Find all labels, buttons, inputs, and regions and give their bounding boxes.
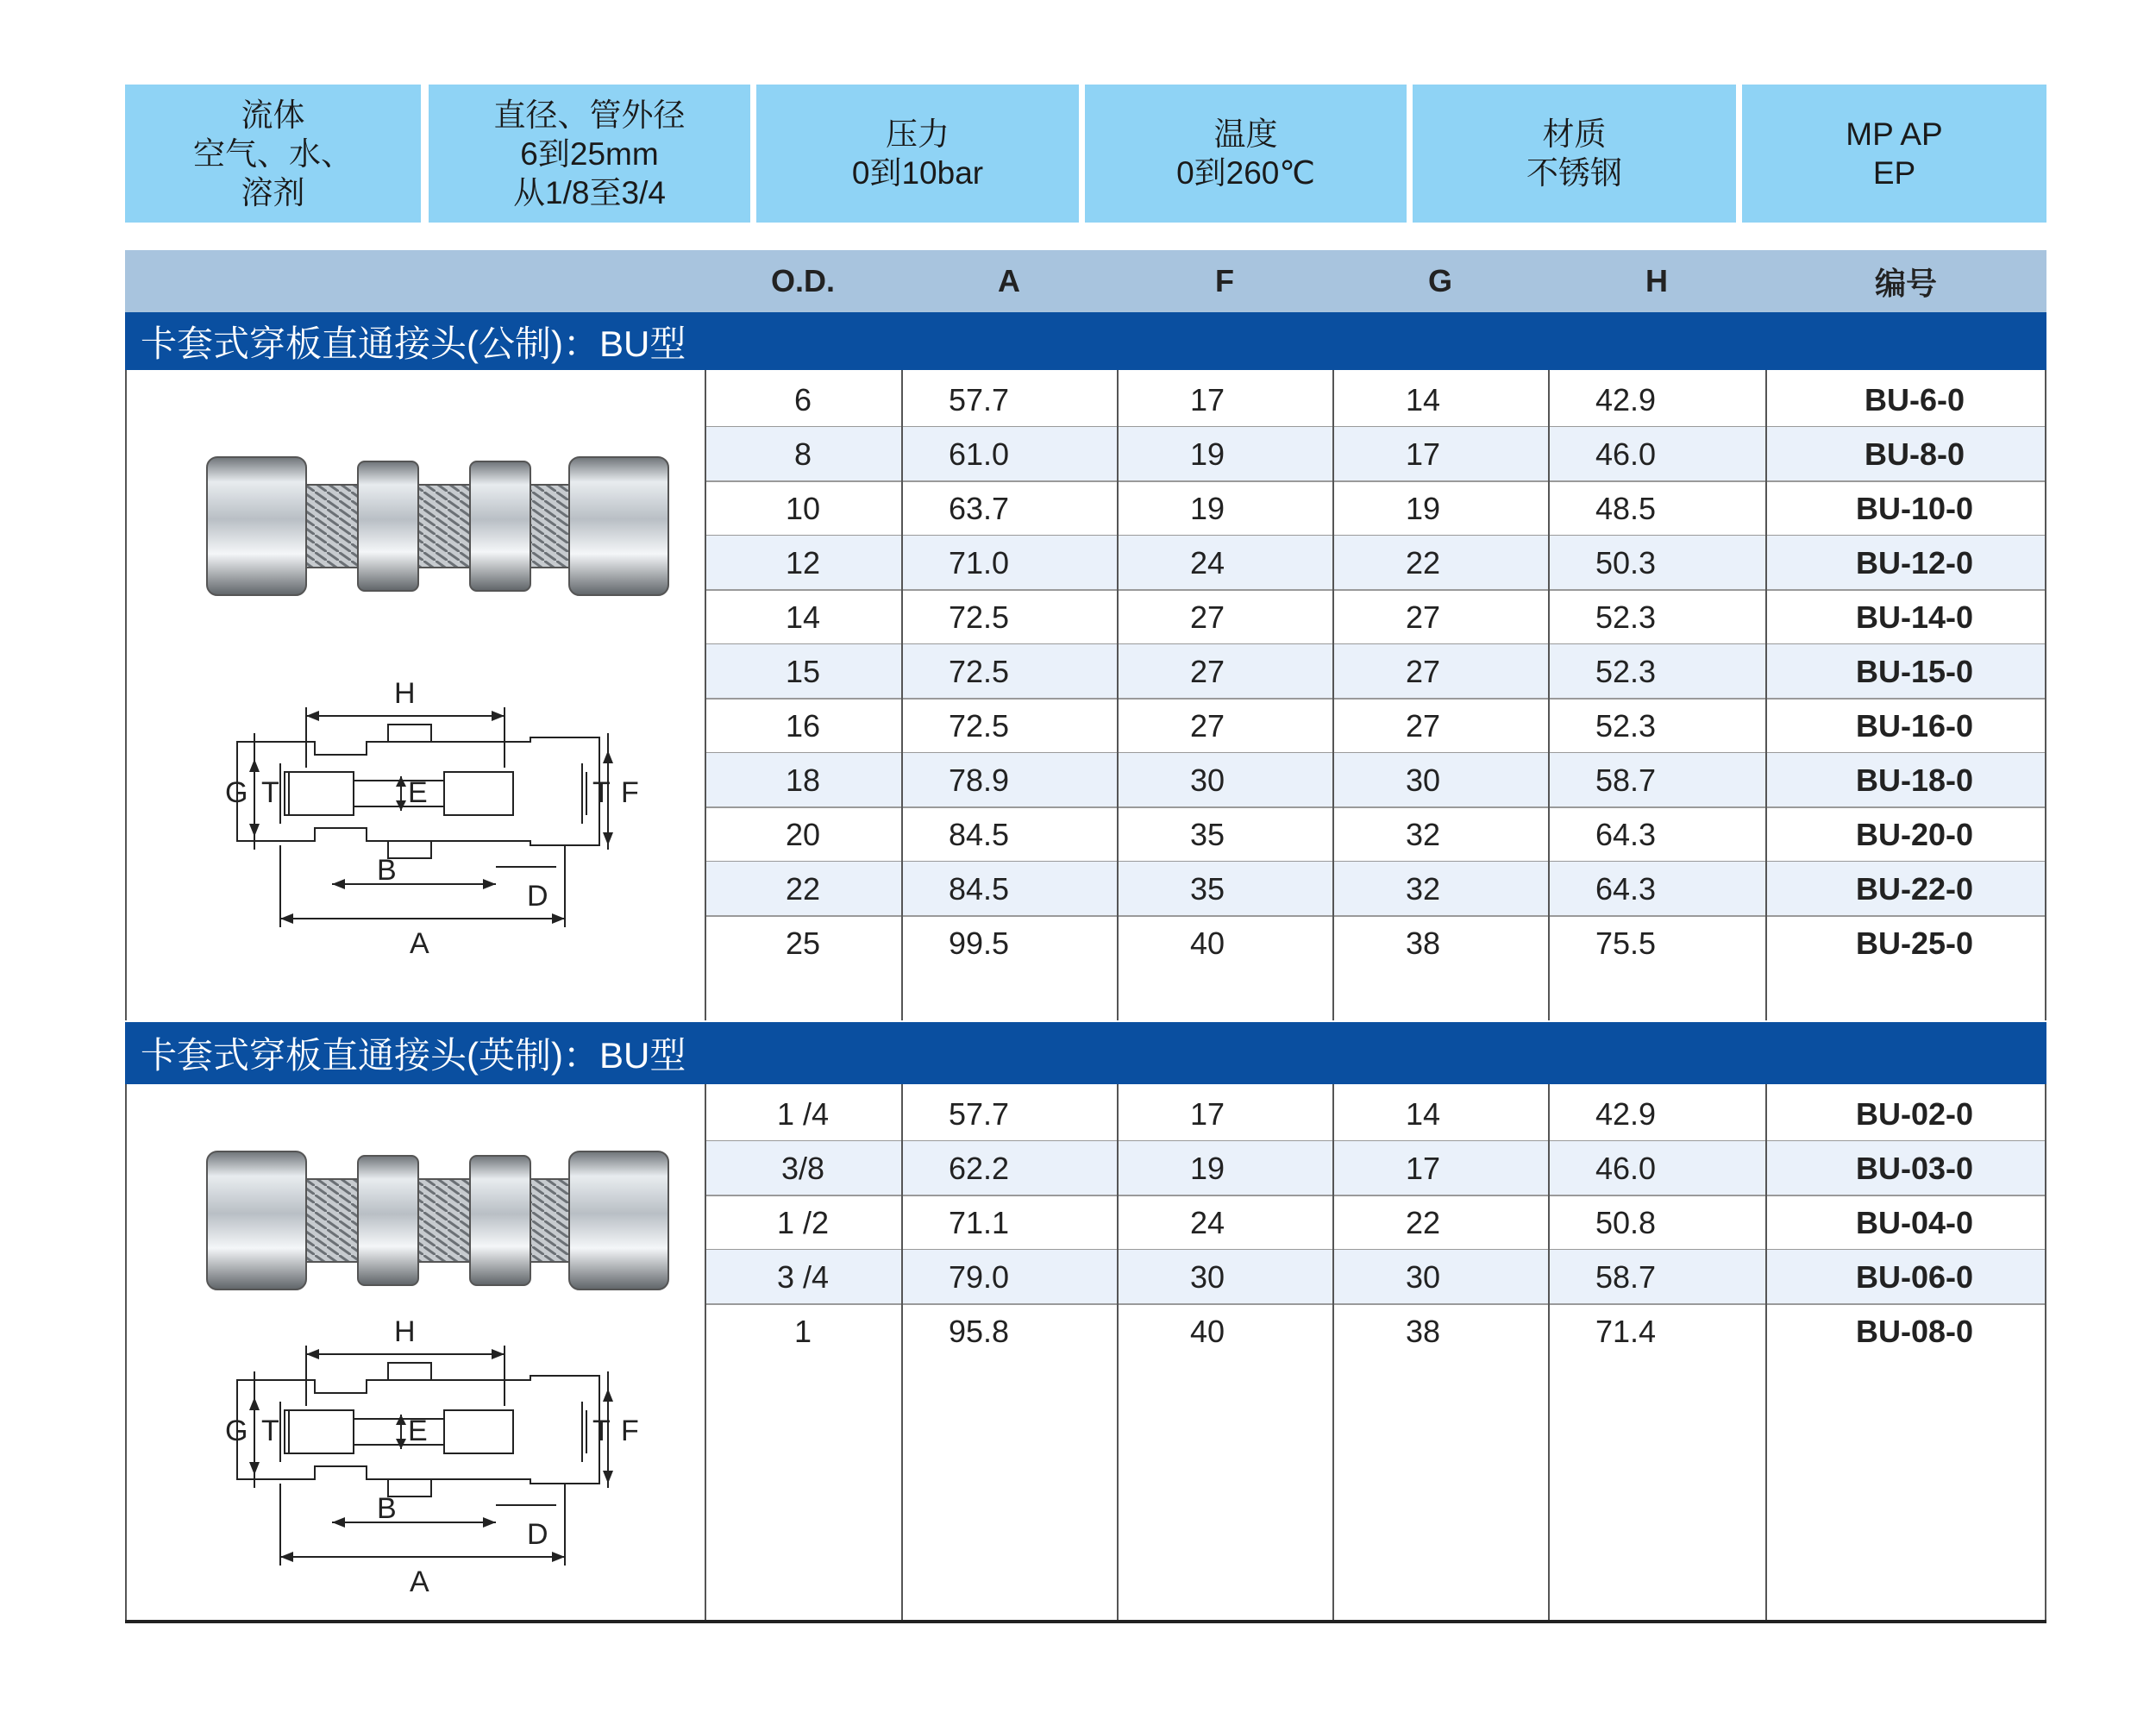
- table-row: [705, 1250, 2046, 1304]
- column-divider: [1117, 1084, 1119, 1622]
- cell-a: 57.7: [949, 1095, 1010, 1132]
- label-a: A: [410, 1566, 429, 1596]
- column-divider: [2045, 1084, 2046, 1622]
- spec-grade: [1742, 85, 2046, 223]
- cell-a: 84.5: [949, 816, 1010, 852]
- table-row: [705, 1195, 2046, 1250]
- cell-f: 27: [1189, 653, 1225, 689]
- label-b: B: [377, 1492, 397, 1525]
- cell-code: BU-16-0: [1855, 707, 1974, 744]
- cell-g: 17: [1405, 1150, 1441, 1186]
- table-row: [705, 427, 2046, 481]
- cell-code: BU-6-0: [1864, 381, 1965, 417]
- label-a: A: [410, 927, 429, 957]
- label-t: T: [261, 1415, 279, 1447]
- cell-f: 17: [1189, 381, 1225, 417]
- spec-line: 温度: [1213, 116, 1278, 152]
- spec-line: EP: [1872, 155, 1916, 191]
- table-row: [705, 1141, 2046, 1195]
- cell-od: 18: [785, 762, 821, 798]
- cell-g: 27: [1405, 707, 1441, 744]
- spec-line: 材质: [1542, 116, 1607, 152]
- column-divider: [901, 1084, 903, 1622]
- fitting-photo: [194, 1126, 677, 1324]
- cell-a: 84.5: [949, 870, 1010, 907]
- cell-g: 30: [1405, 1258, 1441, 1295]
- spec-line: 流体: [241, 97, 305, 133]
- cell-od: 6: [793, 381, 812, 417]
- cell-a: 79.0: [949, 1258, 1010, 1295]
- cell-g: 38: [1405, 925, 1441, 961]
- cell-od: 8: [793, 436, 812, 472]
- cell-a: 63.7: [949, 490, 1010, 526]
- cell-code: BU-06-0: [1855, 1258, 1974, 1295]
- label-t: T: [261, 776, 279, 809]
- cell-g: 30: [1405, 762, 1441, 798]
- cell-od: 10: [785, 490, 821, 526]
- cell-od: 25: [785, 925, 821, 961]
- label-h: H: [394, 1315, 416, 1348]
- col-a: A: [901, 250, 1117, 312]
- column-divider: [705, 370, 706, 1020]
- cell-f: 24: [1189, 1204, 1225, 1240]
- cell-od: 16: [785, 707, 821, 744]
- column-divider: [1332, 370, 1334, 1020]
- label-f: F: [621, 1415, 639, 1447]
- cell-code: BU-10-0: [1855, 490, 1974, 526]
- cell-a: 78.9: [949, 762, 1010, 798]
- column-divider: [901, 370, 903, 1020]
- cell-a: 71.0: [949, 544, 1010, 580]
- cell-h: 52.3: [1595, 707, 1657, 744]
- label-h: H: [394, 677, 416, 710]
- label-e: E: [408, 1415, 428, 1447]
- cell-code: BU-03-0: [1855, 1150, 1974, 1186]
- spec-header: [125, 85, 2046, 223]
- spec-line: 0到10bar: [851, 155, 984, 191]
- col-g: G: [1332, 250, 1548, 312]
- cell-code: BU-12-0: [1855, 544, 1974, 580]
- cell-f: 19: [1189, 436, 1225, 472]
- cell-code: BU-14-0: [1855, 599, 1974, 635]
- cell-h: 64.3: [1595, 816, 1657, 852]
- column-divider: [1548, 1084, 1550, 1622]
- col-code: 编号: [1765, 250, 2046, 312]
- cell-f: 40: [1189, 1313, 1225, 1349]
- cell-h: 58.7: [1595, 1258, 1657, 1295]
- cell-code: BU-22-0: [1855, 870, 1974, 907]
- section-title: 卡套式穿板直通接头(英制)：BU型: [141, 1035, 686, 1076]
- cell-a: 71.1: [949, 1204, 1010, 1240]
- label-t2: T: [592, 1415, 611, 1447]
- cell-a: 72.5: [949, 707, 1010, 744]
- column-divider: [125, 1084, 127, 1622]
- col-f: F: [1117, 250, 1332, 312]
- spec-diameter: [429, 85, 750, 223]
- cell-h: 52.3: [1595, 653, 1657, 689]
- spec-line: 直径、管外径: [493, 97, 686, 133]
- cell-f: 30: [1189, 1258, 1225, 1295]
- table-row: [705, 862, 2046, 916]
- cell-f: 17: [1189, 1095, 1225, 1132]
- spec-material: [1413, 85, 1736, 223]
- table-row: [705, 753, 2046, 807]
- section-title: 卡套式穿板直通接头(公制)：BU型: [141, 323, 686, 364]
- cell-h: 46.0: [1595, 1150, 1657, 1186]
- column-divider: [1765, 370, 1767, 1020]
- col-h: H: [1548, 250, 1765, 312]
- table-row: [705, 373, 2046, 427]
- cell-g: 19: [1405, 490, 1441, 526]
- cell-h: 50.3: [1595, 544, 1657, 580]
- cell-g: 14: [1405, 381, 1441, 417]
- cell-g: 17: [1405, 436, 1441, 472]
- label-e: E: [408, 776, 428, 809]
- product-table: [125, 250, 2046, 1622]
- cell-a: 99.5: [949, 925, 1010, 961]
- spec-line: 压力: [886, 116, 950, 152]
- table-row: [705, 590, 2046, 644]
- table-row: [705, 1087, 2046, 1141]
- cell-g: 22: [1405, 544, 1441, 580]
- cell-od: 20: [785, 816, 821, 852]
- cell-a: 57.7: [949, 381, 1010, 417]
- cell-g: 27: [1405, 599, 1441, 635]
- cell-f: 24: [1189, 544, 1225, 580]
- column-divider: [125, 370, 127, 1020]
- cell-h: 52.3: [1595, 599, 1657, 635]
- label-g: G: [225, 1415, 248, 1447]
- table-bottom-rule: [125, 1620, 2046, 1623]
- spec-pressure: [756, 85, 1079, 223]
- cell-od: 1 /4: [776, 1095, 830, 1132]
- cell-a: 72.5: [949, 599, 1010, 635]
- dimension-drawing: [151, 673, 703, 957]
- spec-line: 不锈钢: [1526, 155, 1622, 191]
- column-divider: [1117, 370, 1119, 1020]
- cell-code: BU-18-0: [1855, 762, 1974, 798]
- cell-g: 22: [1405, 1204, 1441, 1240]
- cell-a: 61.0: [949, 436, 1010, 472]
- spec-line: 空气、水、: [193, 135, 353, 172]
- cell-g: 38: [1405, 1313, 1441, 1349]
- cell-code: BU-02-0: [1855, 1095, 1974, 1132]
- cell-od: 22: [785, 870, 821, 907]
- cell-f: 30: [1189, 762, 1225, 798]
- cell-h: 42.9: [1595, 381, 1657, 417]
- table-row: [705, 481, 2046, 536]
- spec-temperature: [1085, 85, 1407, 223]
- table-row: [705, 807, 2046, 862]
- cell-code: BU-08-0: [1855, 1313, 1974, 1349]
- cell-f: 35: [1189, 870, 1225, 907]
- cell-h: 48.5: [1595, 490, 1657, 526]
- column-divider: [1765, 1084, 1767, 1622]
- cell-h: 46.0: [1595, 436, 1657, 472]
- column-divider: [1548, 370, 1550, 1020]
- cell-f: 27: [1189, 599, 1225, 635]
- cell-a: 95.8: [949, 1313, 1010, 1349]
- cell-h: 58.7: [1595, 762, 1657, 798]
- fitting-photo: [194, 431, 677, 630]
- spec-line: 从1/8至3/4: [513, 174, 666, 210]
- table-row: [705, 916, 2046, 970]
- section-title-bar: [125, 312, 2046, 370]
- cell-od: 1 /2: [776, 1204, 830, 1240]
- dimension-drawing: [151, 1311, 703, 1596]
- label-f: F: [621, 776, 639, 809]
- column-divider: [1332, 1084, 1334, 1622]
- cell-f: 27: [1189, 707, 1225, 744]
- cell-h: 42.9: [1595, 1095, 1657, 1132]
- cell-a: 62.2: [949, 1150, 1010, 1186]
- cell-f: 19: [1189, 490, 1225, 526]
- spec-line: MP AP: [1846, 116, 1943, 152]
- table-row: [705, 536, 2046, 590]
- spec-line: 0到260℃: [1176, 155, 1315, 191]
- cell-a: 72.5: [949, 653, 1010, 689]
- cell-od: 3/8: [780, 1150, 825, 1186]
- cell-h: 75.5: [1595, 925, 1657, 961]
- label-b: B: [377, 854, 397, 887]
- label-d: D: [527, 880, 548, 913]
- cell-code: BU-15-0: [1855, 653, 1974, 689]
- cell-code: BU-04-0: [1855, 1204, 1974, 1240]
- cell-od: 14: [785, 599, 821, 635]
- spec-line: 溶剂: [241, 174, 305, 210]
- cell-h: 50.8: [1595, 1204, 1657, 1240]
- cell-g: 32: [1405, 870, 1441, 907]
- column-divider: [2045, 370, 2046, 1020]
- spec-line: 6到25mm: [520, 135, 659, 172]
- cell-od: 3 /4: [776, 1258, 830, 1295]
- col-od: O.D.: [705, 250, 901, 312]
- section-title-bar: [125, 1022, 2046, 1084]
- cell-code: BU-25-0: [1855, 925, 1974, 961]
- label-t2: T: [592, 776, 611, 809]
- table-row: [705, 1304, 2046, 1358]
- cell-f: 35: [1189, 816, 1225, 852]
- cell-od: 15: [785, 653, 821, 689]
- column-divider: [705, 1084, 706, 1622]
- label-d: D: [527, 1518, 548, 1551]
- spec-fluid: [125, 85, 421, 223]
- cell-h: 71.4: [1595, 1313, 1657, 1349]
- cell-code: BU-20-0: [1855, 816, 1974, 852]
- cell-g: 27: [1405, 653, 1441, 689]
- cell-g: 14: [1405, 1095, 1441, 1132]
- cell-h: 64.3: [1595, 870, 1657, 907]
- cell-od: 12: [785, 544, 821, 580]
- label-g: G: [225, 776, 248, 809]
- table-row: [705, 699, 2046, 753]
- cell-code: BU-8-0: [1864, 436, 1965, 472]
- cell-od: 1: [793, 1313, 812, 1349]
- table-row: [705, 644, 2046, 699]
- cell-f: 19: [1189, 1150, 1225, 1186]
- cell-f: 40: [1189, 925, 1225, 961]
- cell-g: 32: [1405, 816, 1441, 852]
